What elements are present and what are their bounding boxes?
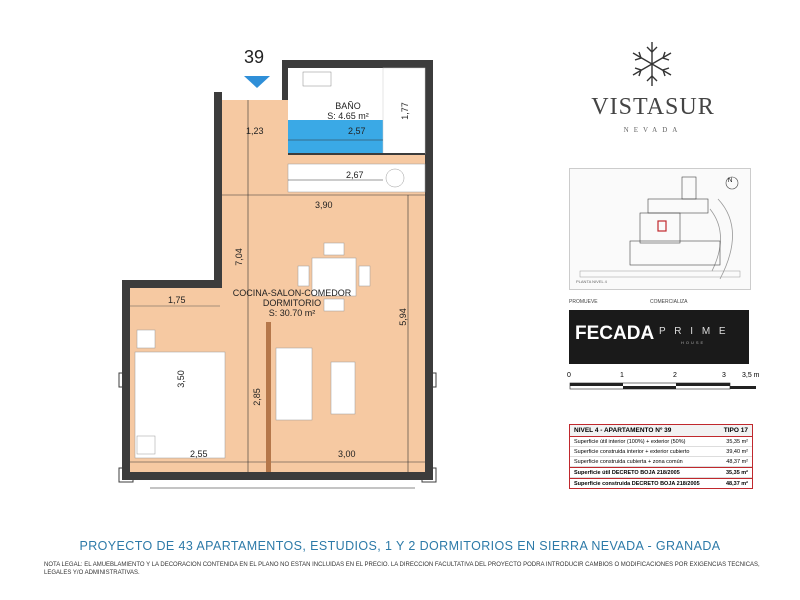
agency-sub: HOUSE: [681, 340, 706, 345]
dim-2-55: 2,55: [190, 449, 208, 459]
entry-marker-icon: [244, 76, 270, 88]
dim-2-67: 2,67: [346, 170, 364, 180]
info-table-row: [570, 467, 752, 478]
dim-2-85: 2,85: [251, 388, 262, 406]
dim-1-75: 1,75: [168, 295, 186, 305]
promo-box: [569, 310, 749, 364]
dim-3-50: 3,50: [175, 370, 186, 388]
bath-name: BAÑO: [335, 101, 361, 111]
project-title: PROYECTO DE 43 APARTAMENTOS, ESTUDIOS, 1 Y 2 DORMITORIOS EN SIERRA NEVADA - GRANADA: [79, 539, 721, 553]
info-row-label: Superficie construida DECRETO BOJA 218/2005: [574, 480, 700, 487]
nightstand-top: [137, 330, 155, 348]
coffee-table: [331, 362, 355, 414]
dim-2-57: 2,57: [348, 126, 366, 136]
chair-left: [298, 266, 309, 286]
site-plan: [569, 168, 751, 290]
dim-1-77: 1,77: [399, 102, 410, 120]
info-row-label: Superficie útil interior (100%) + exterior (50%): [574, 438, 686, 445]
wall-bottom: [122, 472, 433, 480]
scale-3: 3: [722, 372, 726, 379]
site-plan-drawing: [570, 169, 750, 289]
brand-name: VISTASUR: [591, 94, 715, 120]
info-row-value: 48,37 m²: [725, 480, 748, 487]
promueve-label: PROMUEVE: [569, 299, 598, 305]
info-table-header: [570, 425, 752, 437]
scale-35: 3,5 m: [742, 372, 760, 379]
bath-area: S: 4.65 m²: [327, 111, 369, 121]
main-room-name: COCINA-SALON-COMEDOR: [232, 288, 352, 298]
info-row-value: 35,35 m²: [726, 438, 748, 445]
wall-top: [286, 60, 433, 68]
site-plan-caption: PLANTA NIVEL 4: [576, 279, 607, 284]
wall-step: [122, 280, 222, 288]
info-table-row: [570, 457, 752, 467]
agency-logo: P R I M E: [659, 326, 729, 337]
developer-logo: FECADA: [575, 323, 655, 344]
dim-7-04: 7,04: [233, 248, 244, 266]
scale-2: 2: [673, 372, 677, 379]
info-row-label: Superficie útil DECRETO BOJA 218/2005: [574, 469, 680, 476]
scale-0: 0: [567, 372, 571, 379]
info-table-row: [570, 478, 752, 488]
wall-left-lower: [122, 280, 130, 480]
legal-note: NOTA LEGAL: EL AMUEBLAMIENTO Y LA DECORACION CONTENIDA EN EL PLANO NO ESTAN INCLUIDAS EN EL PRECIO. LA DIRECCION FACULTATIVA DEL PROYECTO PODRA INTRODUCIR CAMBIOS O MODIFICACIONES POR EXIGENCIAS TECNICAS, LEGALES Y/O ADMINISTRATIVAS.: [44, 562, 760, 576]
info-row-value: 35,35 m²: [725, 469, 748, 476]
info-row-value: 39,40 m²: [726, 448, 748, 455]
wall-left-upper: [214, 92, 222, 288]
scale-1: 1: [620, 372, 624, 379]
info-table-row: [570, 447, 752, 457]
partition: [266, 322, 271, 472]
info-table-rows: [570, 437, 752, 488]
chair-right: [359, 266, 370, 286]
sink: [303, 72, 331, 86]
info-table: [569, 424, 753, 489]
bath-floor: [288, 120, 383, 154]
wall-bath-left: [282, 60, 288, 100]
north-label: N: [728, 178, 733, 184]
info-table-type: TIPO 17: [723, 427, 748, 434]
snowflake-icon: [626, 38, 678, 90]
nightstand-bottom: [137, 436, 155, 454]
comercializa-label: COMERCIALIZA: [650, 299, 688, 305]
info-table-title: NIVEL 4 - APARTAMENTO Nº 39: [574, 427, 672, 434]
dim-3-90: 3,90: [315, 200, 333, 210]
main-room-area: S: 30.70 m²: [268, 308, 316, 318]
info-table-row: [570, 437, 752, 447]
sofa: [276, 348, 312, 420]
dim-3-00: 3,00: [338, 449, 356, 459]
wall-right: [425, 60, 433, 480]
scale-bar-drawing: [566, 380, 756, 392]
dim-5-94: 5,94: [397, 308, 408, 326]
unit-number: 39: [244, 47, 265, 67]
main-room-name-2: DORMITORIO: [262, 298, 322, 308]
chair-top: [324, 243, 344, 255]
info-row-label: Superficie construida interior + exterior cubierto: [574, 448, 690, 455]
dim-1-23: 1,23: [246, 126, 264, 136]
info-row-value: 48,37 m²: [726, 458, 748, 465]
info-row-label: Superficie construida cubierta + zona común: [574, 458, 683, 465]
brand-sub: NEVADA: [623, 126, 683, 134]
